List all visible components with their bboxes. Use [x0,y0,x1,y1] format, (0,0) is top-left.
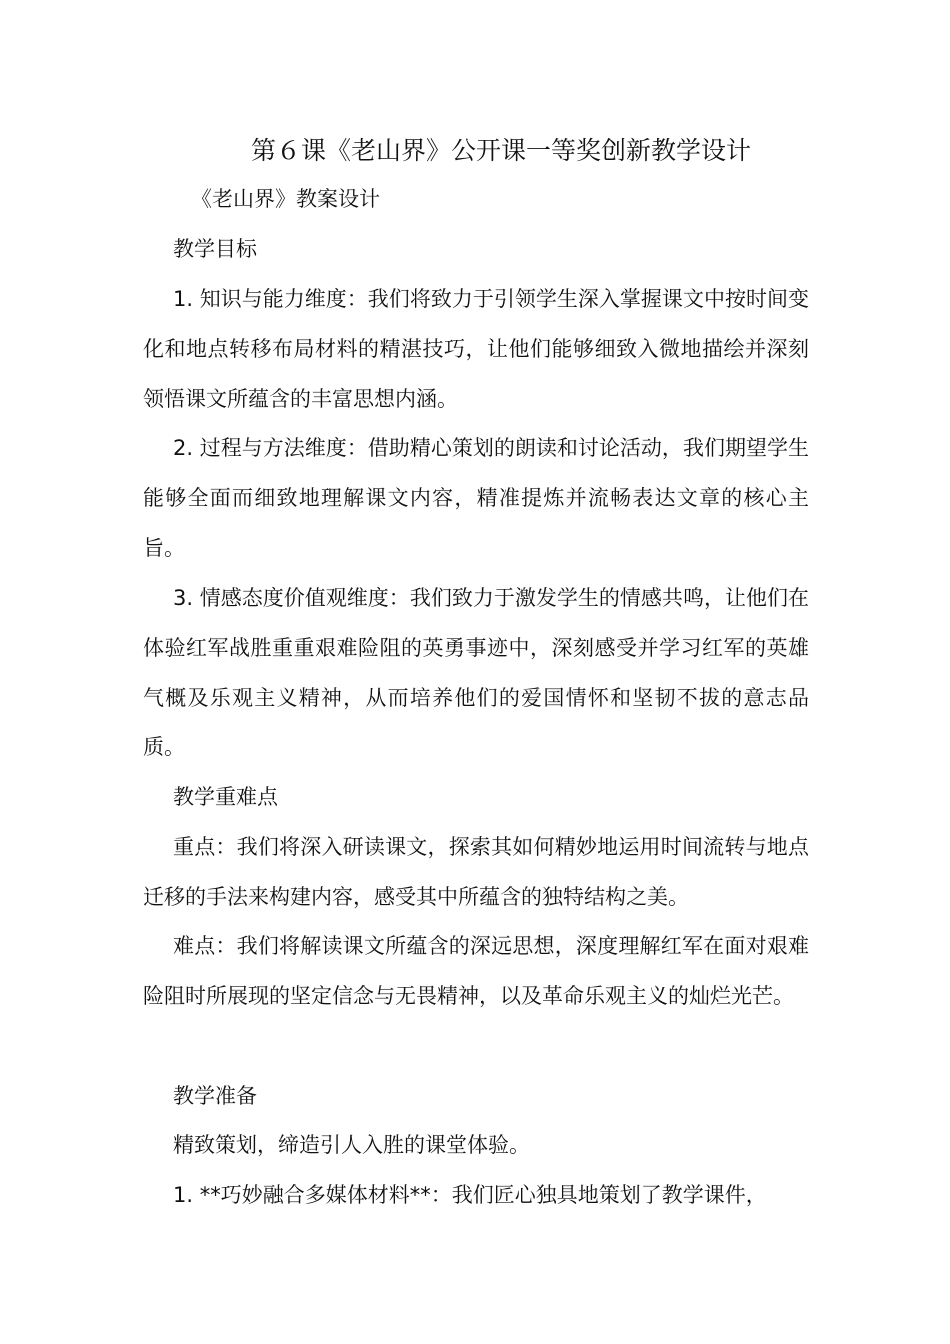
section-heading-objectives: 教学目标 [173,237,257,261]
difficult-point-paragraph: 难点：我们将解读课文所蕴含的深远思想，深度理解红军在面对艰难险阻时所展现的坚定信念与无畏精神，以及革命乐观主义的灿烂光芒。 [143,934,809,1008]
key-point-paragraph: 重点：我们将深入研读课文，探索其如何精妙地运用时间流转与地点迁移的手法来构建内容，感受其中所蕴含的独特结构之美。 [143,835,809,909]
preparation-1-paragraph: 1. **巧妙融合多媒体材料**：我们匠心独具地策划了教学课件， [173,1183,767,1207]
document-title: 第６课《老山界》公开课一等奖创新教学设计 [250,136,751,165]
section-heading-preparation: 教学准备 [173,1084,257,1108]
document-subtitle: 《老山界》教案设计 [191,187,380,211]
objective-2-paragraph: 2. 过程与方法维度：借助精心策划的朗读和讨论活动，我们期望学生能够全面而细致地理解课文内容，精准提炼并流畅表达文章的核心主旨。 [143,436,809,560]
section-heading-key-points: 教学重难点 [173,785,278,809]
objective-1-paragraph: 1. 知识与能力维度：我们将致力于引领学生深入掌握课文中按时间变化和地点转移布局材料的精湛技巧，让他们能够细致入微地描绘并深刻领悟课文所蕴含的丰富思想内涵。 [143,287,809,411]
preparation-intro-paragraph: 精致策划，缔造引人入胜的课堂体验。 [173,1133,530,1157]
objective-3-paragraph: 3. 情感态度价值观维度：我们致力于激发学生的情感共鸣，让他们在体验红军战胜重重艰难险阻的英勇事迹中，深刻感受并学习红军的英雄气概及乐观主义精神，从而培养他们的爱国情怀和坚韧不拔的意志品质。 [143,586,809,760]
